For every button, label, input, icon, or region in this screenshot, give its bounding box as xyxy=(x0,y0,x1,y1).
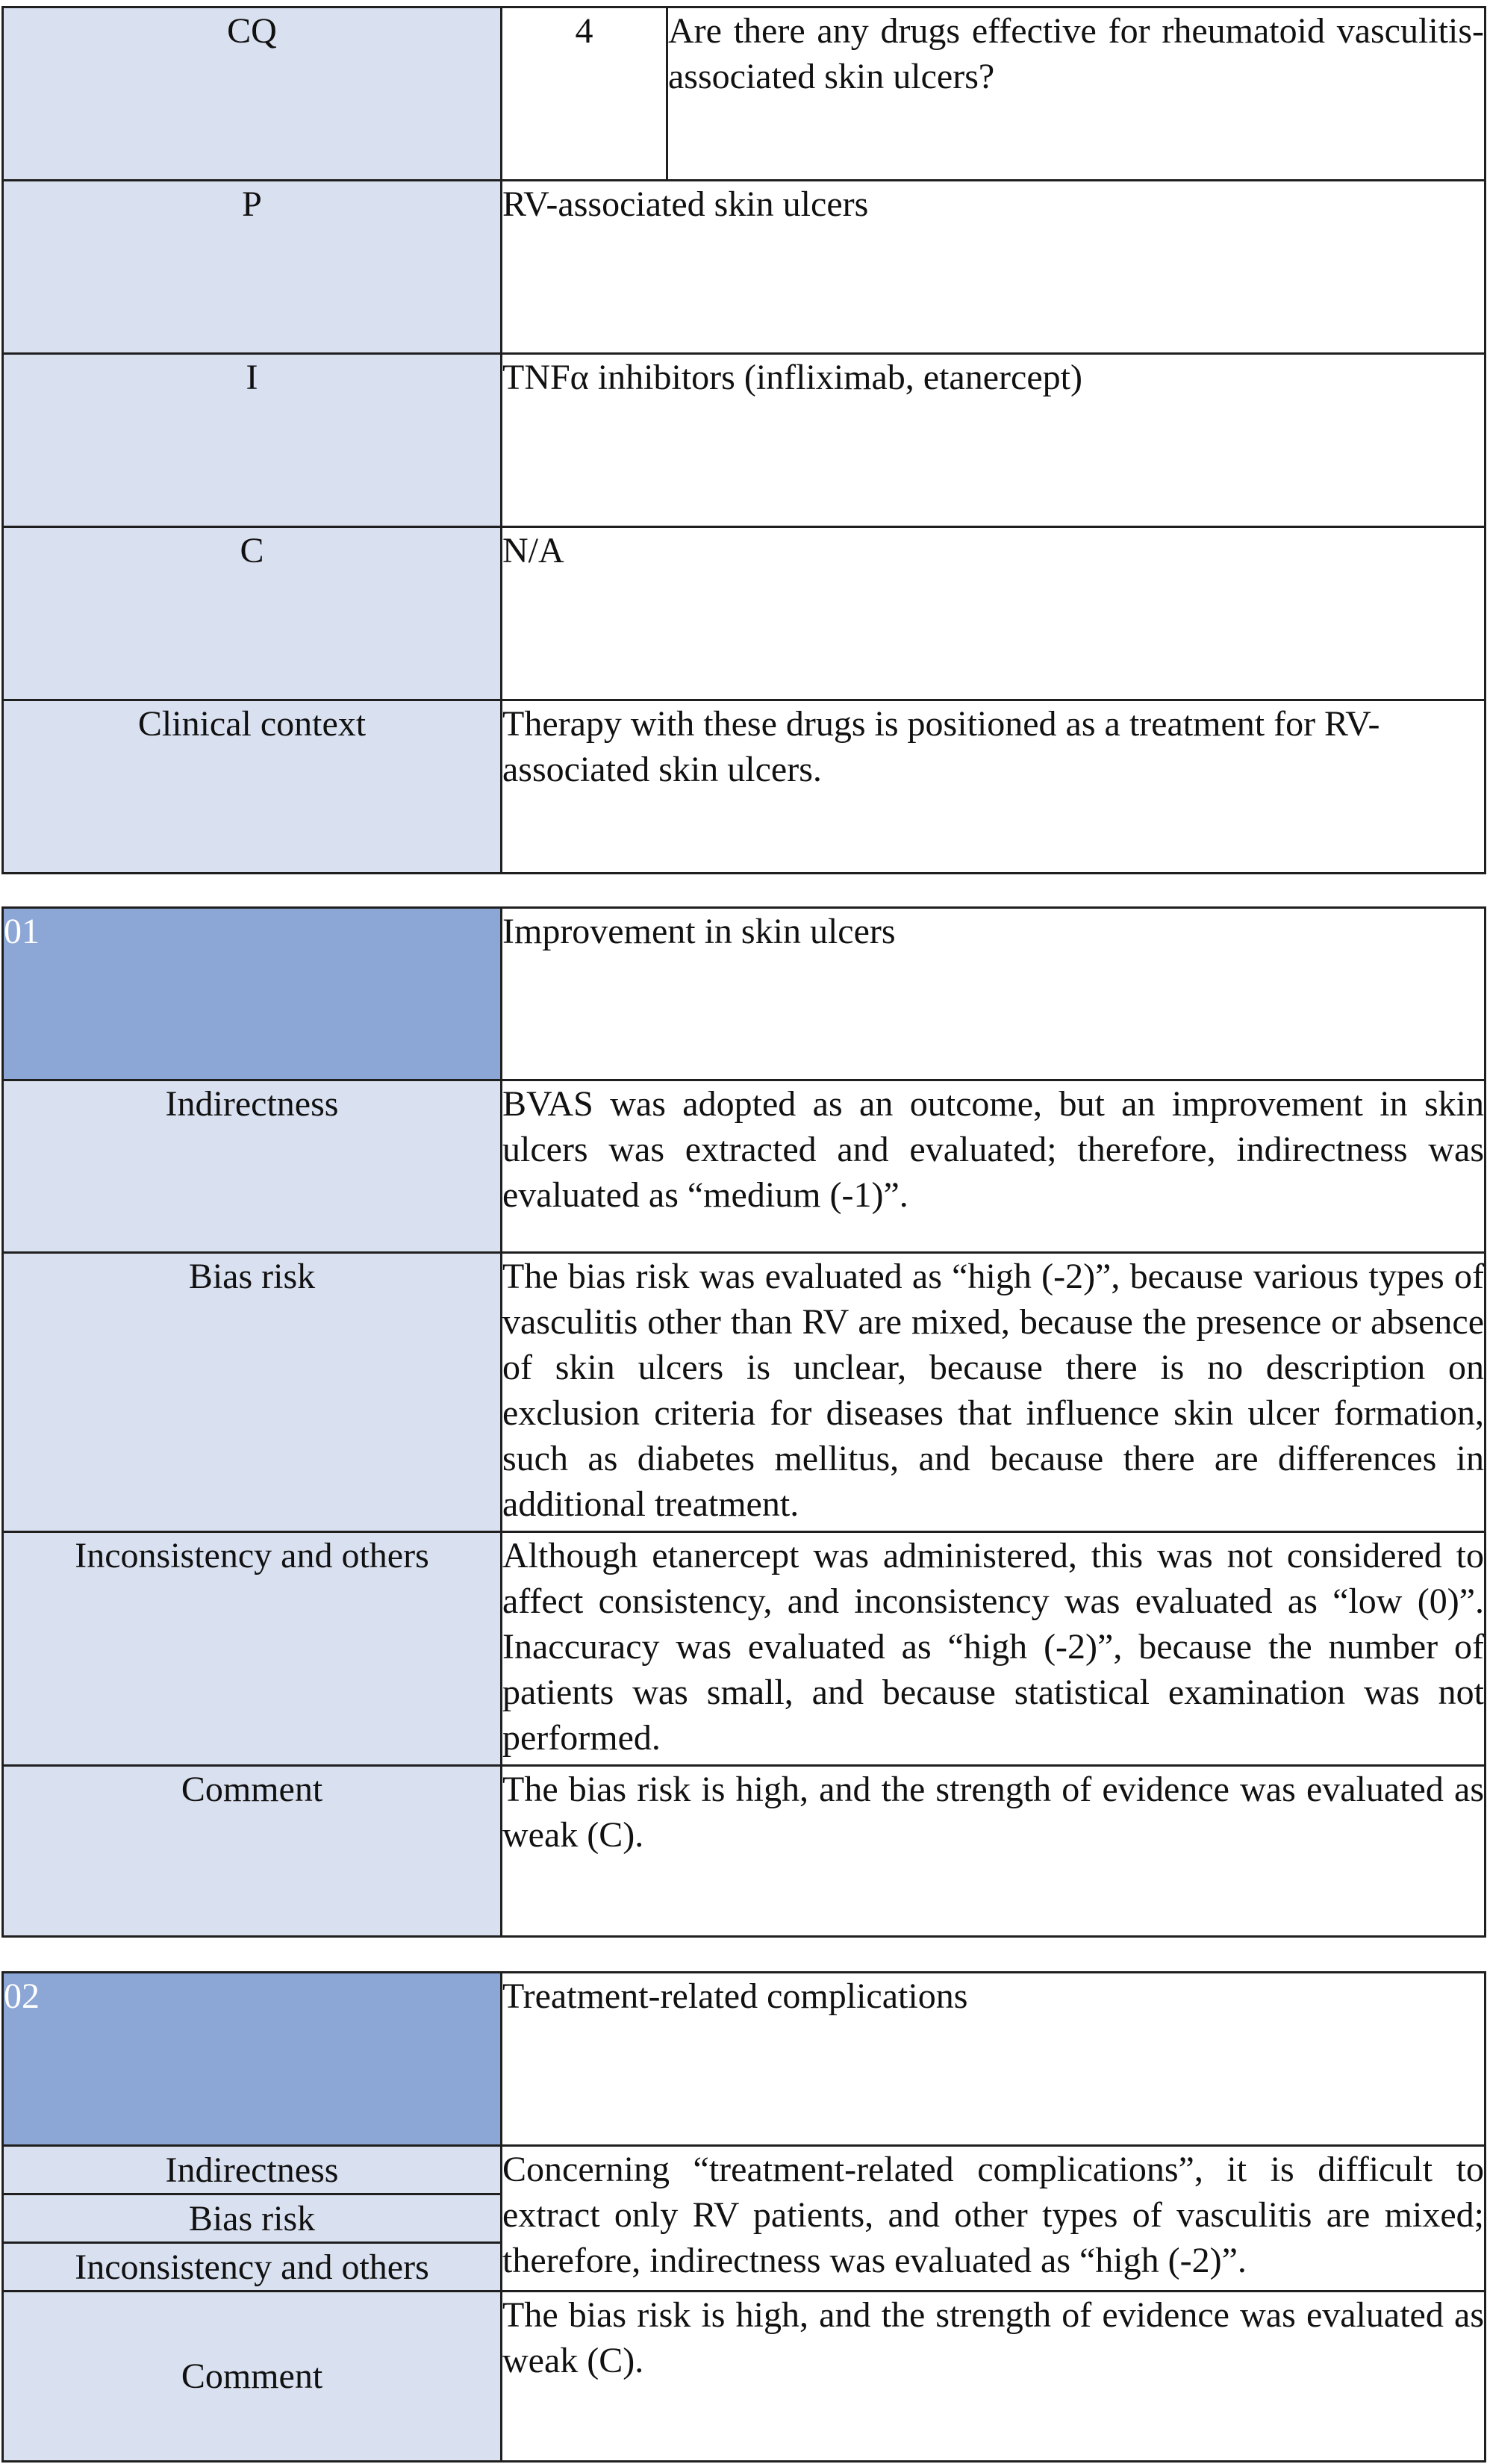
outcome-01-inconsistency-label: Inconsistency and others xyxy=(3,1532,502,1766)
row-label-c: C xyxy=(3,527,502,700)
outcome-02-indirectness-label: Indirectness xyxy=(3,2146,502,2194)
row-value-c: N/A xyxy=(502,527,1486,700)
cq-question: Are there any drugs effective for rheumatoid vasculitis-associated skin ulcers? xyxy=(667,7,1486,181)
cq-number: 4 xyxy=(502,7,667,181)
outcome-01-comment-label: Comment xyxy=(3,1766,502,1937)
outcome-01-indirectness: BVAS was adopted as an outcome, but an improvement in skin ulcers was extracted and evaluated; therefore, indirectness was evaluated as “medium (-1)”. xyxy=(502,1080,1486,1253)
outcome-01-comment: The bias risk is high, and the strength of evidence was evaluated as weak (C). xyxy=(502,1766,1486,1937)
outcome-01-inconsistency: Although etanercept was administered, this was not considered to affect consistency, and inconsistency was evaluated as “low (0)”. Inaccuracy was evaluated as “high (-2)”, because the number of patients was small, and because statistical examination was not performed. xyxy=(502,1532,1486,1766)
outcome-02-table xyxy=(1,1971,1486,2463)
outcome-02-title: Treatment-related complications xyxy=(502,1973,1486,2146)
cq-label: CQ xyxy=(3,7,502,181)
outcome-02-merged-text: Concerning “treatment-related complications”, it is difficult to extract only RV patients, and other types of vasculitis are mixed; therefore, indirectness was evaluated as “high (-2)”. xyxy=(502,2146,1486,2292)
outcome-01-table xyxy=(1,906,1486,1938)
outcome-02-bias-label: Bias risk xyxy=(3,2194,502,2243)
row-value-p: RV-associated skin ulcers xyxy=(502,181,1486,354)
outcome-01-bias: The bias risk was evaluated as “high (-2)”, because various types of vasculitis other than RV are mixed, because the presence or absence of skin ulcers is unclear, because there is no description on exclusion criteria for diseases that influence skin ulcer formation, such as diabetes mellitus, and because there are differences in additional treatment. xyxy=(502,1253,1486,1532)
outcome-02-inconsistency-label: Inconsistency and others xyxy=(3,2243,502,2292)
outcome-01-bias-label: Bias risk xyxy=(3,1253,502,1532)
outcome-01-code: 01 xyxy=(3,908,502,1080)
outcome-02-code: 02 xyxy=(3,1973,502,2146)
row-label-p: P xyxy=(3,181,502,354)
row-label-clinical-context: Clinical context xyxy=(3,700,502,874)
row-value-i: TNFα inhibitors (infliximab, etanercept) xyxy=(502,354,1486,527)
cq-table xyxy=(1,6,1486,874)
row-value-clinical-context: Therapy with these drugs is positioned as a treatment for RV-associated skin ulcers. xyxy=(502,700,1486,874)
outcome-01-title: Improvement in skin ulcers xyxy=(502,908,1486,1080)
row-label-i: I xyxy=(3,354,502,527)
outcome-02-comment: The bias risk is high, and the strength of evidence was evaluated as weak (C). xyxy=(502,2292,1486,2462)
outcome-01-indirectness-label: Indirectness xyxy=(3,1080,502,1253)
outcome-02-comment-label: Comment xyxy=(3,2292,502,2462)
